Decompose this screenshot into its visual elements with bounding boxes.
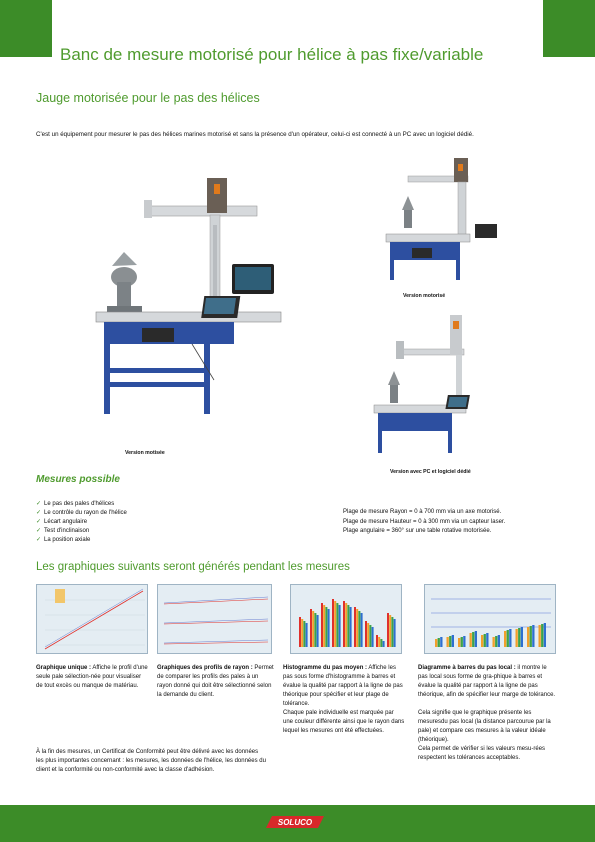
graph-thumbnail-local-pitch <box>424 584 556 654</box>
histogram-bar <box>299 617 301 647</box>
local-pitch-bar <box>504 631 506 647</box>
histogram-bar <box>332 599 334 647</box>
local-pitch-bar <box>440 637 442 647</box>
svg-text:SOLUCO: SOLUCO <box>277 818 313 827</box>
histogram-bar <box>389 615 391 647</box>
local-pitch-bar <box>435 639 437 647</box>
local-pitch-bar <box>493 637 495 647</box>
page-title: Banc de mesure motorisé pour hélice à pas fixe/variable <box>60 45 484 64</box>
local-pitch-bar <box>481 635 483 647</box>
local-pitch-bar <box>541 624 543 647</box>
histogram-bar <box>323 605 325 647</box>
local-pitch-bar <box>447 637 449 647</box>
graph-thumbnail-radius-profiles <box>157 584 272 654</box>
histogram-bar <box>383 641 385 647</box>
histogram-bar <box>343 601 345 647</box>
histogram-bar <box>372 627 374 647</box>
check-icon: ✓ <box>36 510 42 516</box>
histogram-bar <box>367 623 369 647</box>
local-pitch-bar <box>532 625 534 647</box>
histogram-bar <box>328 609 330 647</box>
local-pitch-bar <box>539 625 541 647</box>
histogram-bar <box>325 607 327 647</box>
local-pitch-bar <box>518 628 520 647</box>
local-pitch-bar <box>458 638 460 647</box>
local-pitch-bar <box>452 635 454 647</box>
histogram-bar <box>369 625 371 647</box>
check-icon: ✓ <box>36 501 42 507</box>
motorised-version-photo <box>380 158 505 283</box>
check-icon: ✓ <box>36 528 42 534</box>
histogram-bar <box>345 603 347 647</box>
histogram-bar <box>378 637 380 647</box>
graph-description-local-pitch: Diagramme à barres du pas local : il montre le pas local sous forme de gra-phique à barres et évalue la qualité par rapport à la ligne de pas théorique, afin de spécifier leur marge de tolérance. Cela signifie que le graphique présente les mesuresdu pas local (la distance parcourue par la pale) et compare ces mesures à la valeur idéale (théorique). Cela permet de vérifier si les valeurs mesu-rées respectent les tolérances acceptables. <box>418 665 556 761</box>
local-pitch-bar <box>495 636 497 647</box>
local-pitch-bar <box>530 626 532 647</box>
features-list <box>36 500 127 545</box>
list-item: ✓ La position axiale <box>36 537 91 543</box>
graph-thumbnail-histogram <box>290 584 402 654</box>
histogram-bar <box>339 605 341 647</box>
list-item: ✓ Test d'inclinaison <box>36 528 90 534</box>
list-item: ✓ Lécart angulaire <box>36 519 88 525</box>
histogram-bar <box>376 635 378 647</box>
graph-description-radius: Graphiques des profils de rayon : Permet de comparer les profils des pales à un rayon donné qui doit être sélectionné selon la demande du client. <box>157 665 274 698</box>
local-pitch-bar <box>544 623 546 647</box>
local-pitch-bar <box>521 627 523 647</box>
graph-description-histogram: Histogramme du pas moyen : Affiche les pas sous forme d'histogramme à barres et évalue la qualité par rapport à la ligne de pas théorique pour spécifier et leur plage de tolérance. Chaque pale individuelle est marquée par une couleur différente ainsi que le rayon dans lequel les mesures ont été effectuées. <box>283 665 405 734</box>
local-pitch-bar <box>484 634 486 647</box>
local-pitch-bar <box>507 630 509 647</box>
local-pitch-bar <box>449 636 451 647</box>
histogram-bar <box>380 639 382 647</box>
histogram-bar <box>354 607 356 647</box>
main-machine-photo <box>92 170 292 420</box>
histogram-bar <box>314 613 316 647</box>
histogram-bar <box>356 609 358 647</box>
histogram-bar <box>301 619 303 647</box>
local-pitch-bar <box>461 637 463 647</box>
spec-line: Plage angulaire = 360° sur une table rotative motorisée. <box>343 528 492 534</box>
pc-version-photo <box>370 315 490 455</box>
histogram-bar <box>310 609 312 647</box>
graphs-title: Les graphiques suivants seront générés pendant les mesures <box>36 561 350 573</box>
soluco-logo <box>266 815 324 829</box>
histogram-bar <box>303 621 305 647</box>
spec-line: Plage de mesure Rayon = 0 à 700 mm via un axe motorisé. <box>343 509 502 515</box>
caption-motorised-version: Version motorisé <box>403 293 446 299</box>
graph-thumbnail-single <box>36 584 148 654</box>
histogram-bar <box>394 619 396 647</box>
histogram-bar <box>350 607 352 647</box>
histogram-bar <box>387 613 389 647</box>
check-icon: ✓ <box>36 537 42 543</box>
section-subtitle: Jauge motorisée pour le pas des hélices <box>36 91 260 105</box>
measures-title: Mesures possible <box>36 474 120 485</box>
histogram-bar <box>306 623 308 647</box>
local-pitch-bar <box>472 632 474 647</box>
local-pitch-bar <box>475 631 477 647</box>
histogram-bar <box>312 611 314 647</box>
corner-accent-left <box>0 0 52 57</box>
caption-pc-version: Version avec PC et logiciel dédié <box>390 469 471 475</box>
histogram-bar <box>361 613 363 647</box>
histogram-bar <box>391 617 393 647</box>
local-pitch-bar <box>498 635 500 647</box>
local-pitch-bar <box>527 627 529 647</box>
conclusion-paragraph: À la fin des mesures, un Certificat de Conformité peut être délivré avec les données les plus importantes concernant : les mesures, les données de l'hélice, les données du client et la conformité ou non-conformité avec la classe d'adhésion. <box>36 749 266 773</box>
histogram-bar <box>358 611 360 647</box>
caption-main-version: Version motisée <box>125 450 165 456</box>
list-item: ✓ Le contrôle du rayon de l'hélice <box>36 510 127 516</box>
local-pitch-bar <box>470 633 472 647</box>
histogram-bar <box>321 603 323 647</box>
local-pitch-bar <box>463 636 465 647</box>
graph-description-single: Graphique unique : Affiche le profil d'une seule pale sélection-née pour visualiser de tout excès ou manque de matériau. <box>36 665 148 689</box>
intro-paragraph: C'est un équipement pour mesurer le pas des hélices marines motorisé et sans la présence d'un opérateur, celui-ci est connecté à un PC avec un logiciel dédié. <box>36 131 474 138</box>
spec-line: Plage de mesure Hauteur = 0 à 300 mm via un capteur laser. <box>343 518 506 525</box>
histogram-bar <box>336 603 338 647</box>
histogram-bar <box>365 621 367 647</box>
list-item: ✓ Le pas des pales d'hélices <box>36 501 115 507</box>
check-icon: ✓ <box>36 519 42 525</box>
histogram-bar <box>347 605 349 647</box>
local-pitch-bar <box>486 633 488 647</box>
local-pitch-bar <box>516 629 518 647</box>
specs-block <box>343 508 505 537</box>
corner-accent-right <box>543 0 595 57</box>
local-pitch-bar <box>509 629 511 647</box>
histogram-bar <box>334 601 336 647</box>
local-pitch-bar <box>438 638 440 647</box>
histogram-bar <box>317 615 319 647</box>
